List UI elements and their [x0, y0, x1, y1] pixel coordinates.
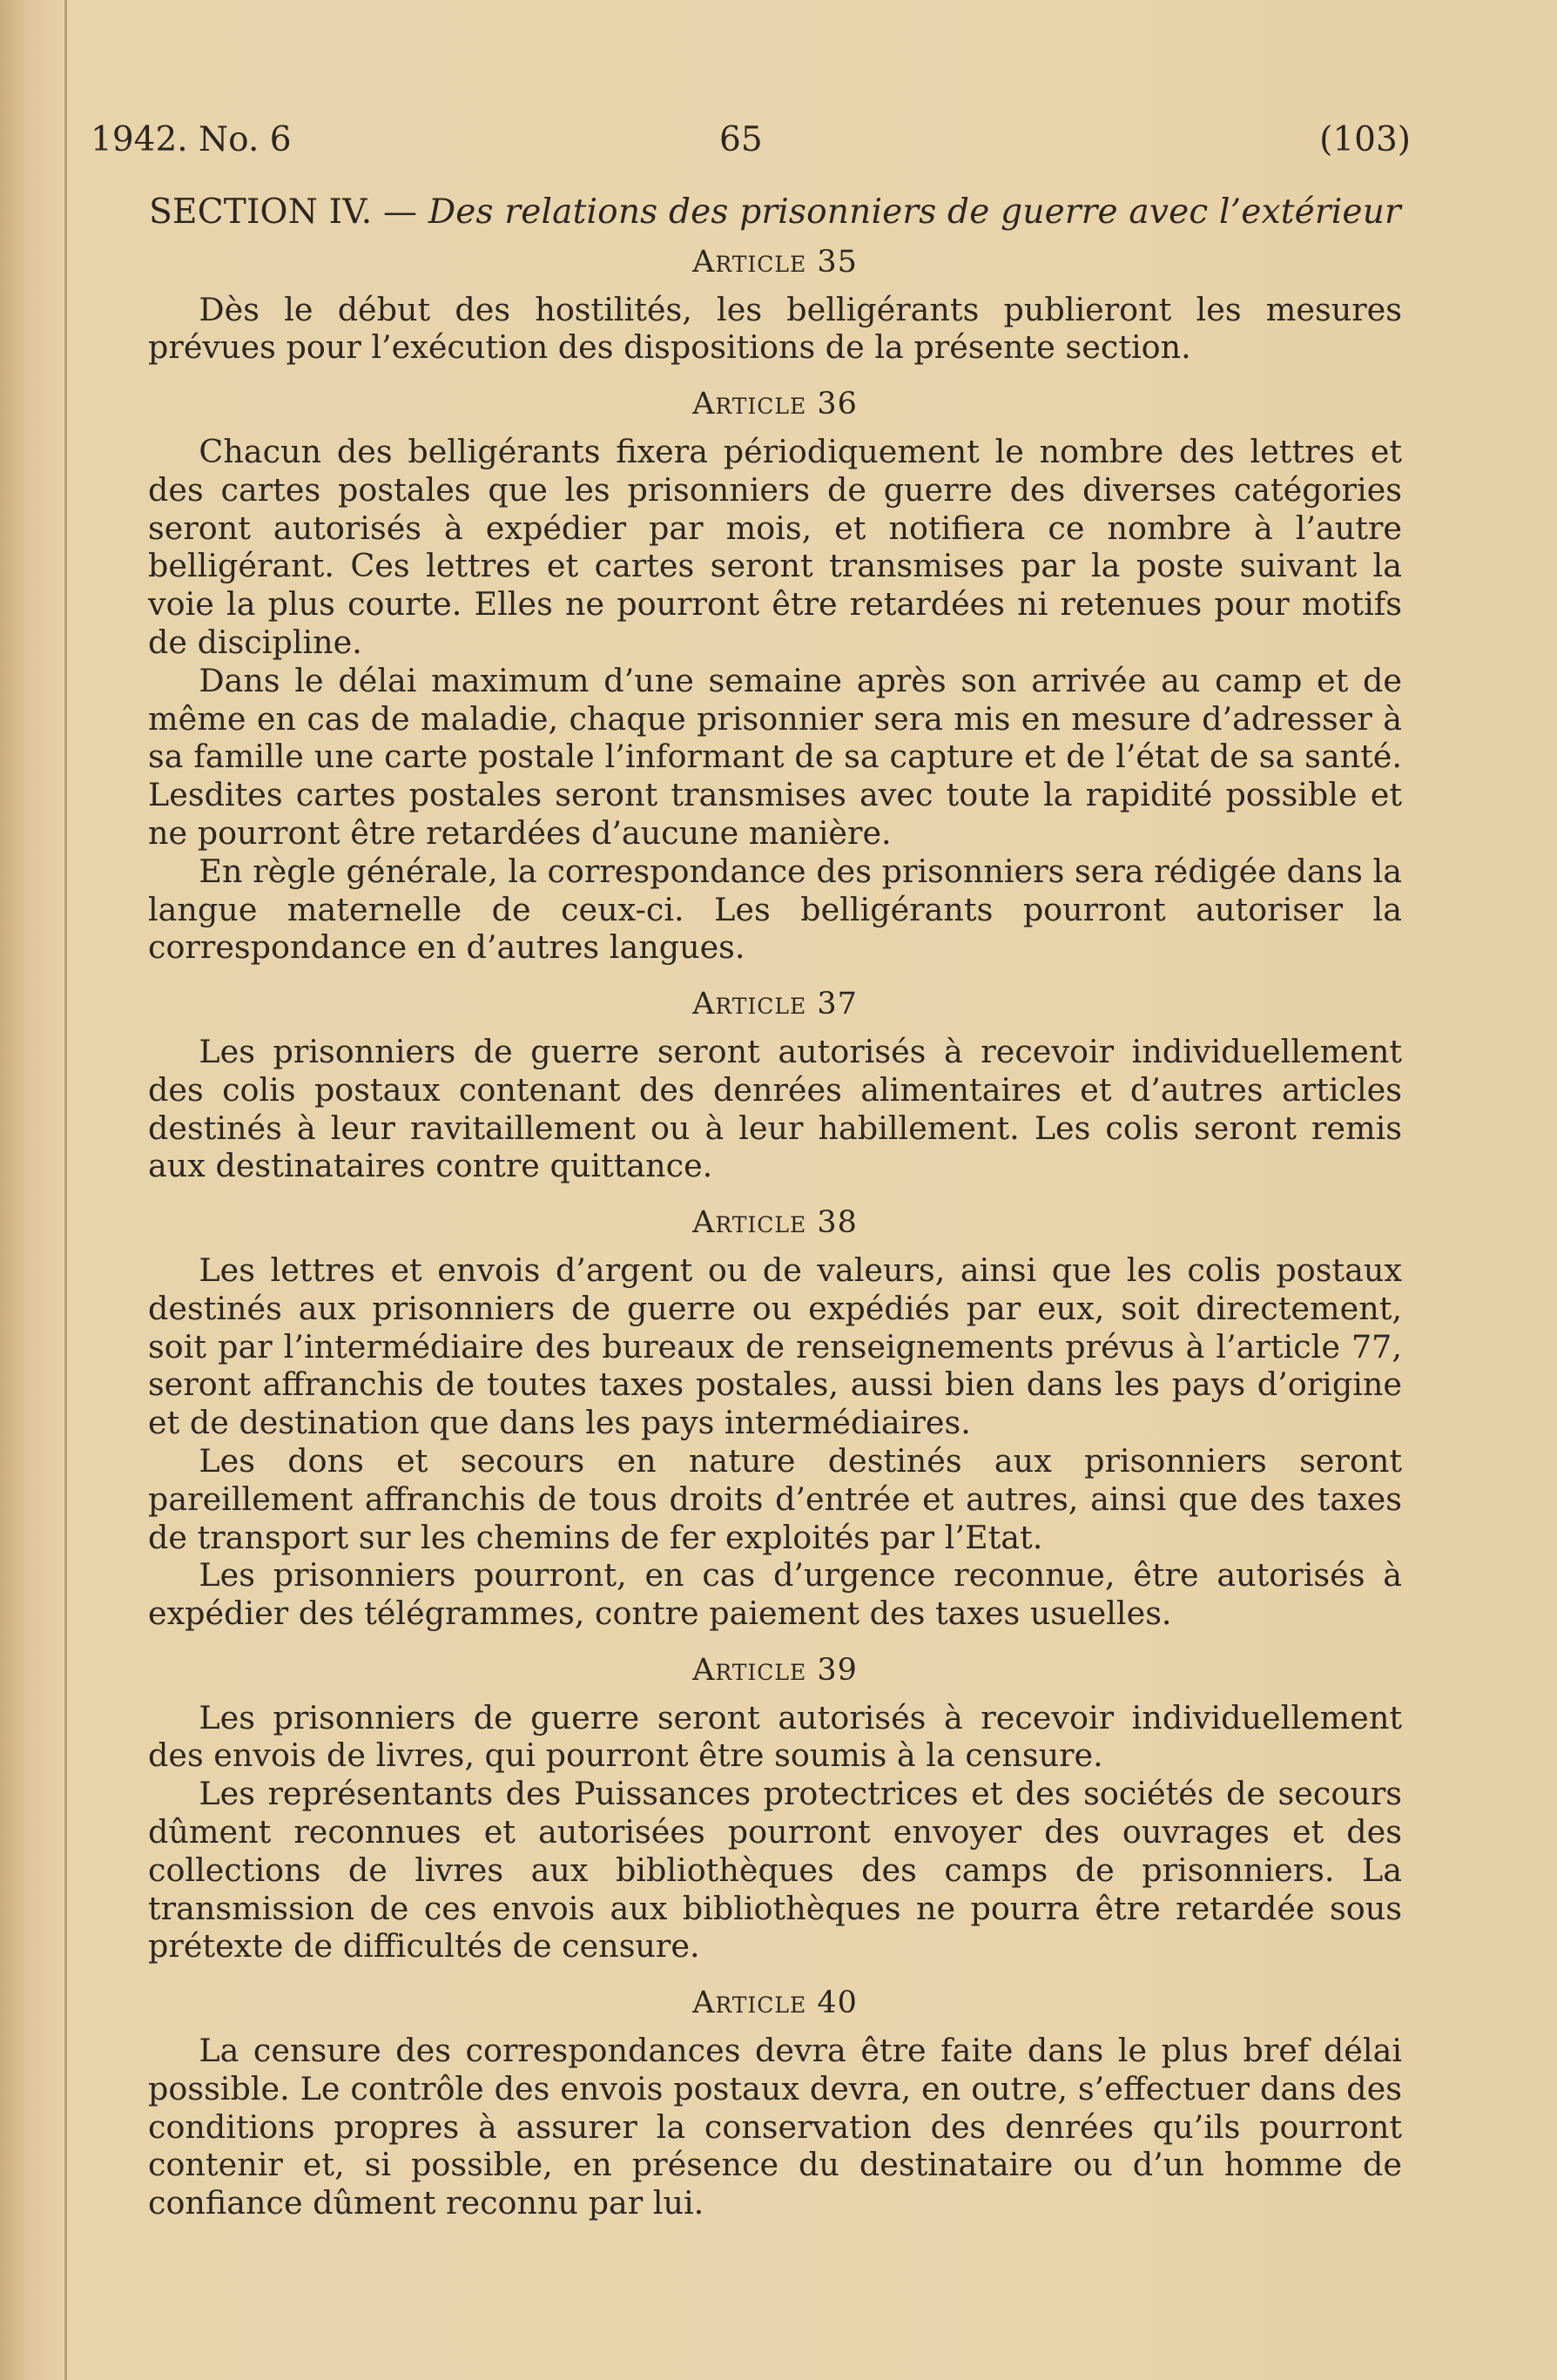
section-title: Des relations des prisonniers de guerre avec l’extérieur [428, 192, 1401, 232]
article-paragraph: Les représentants des Puissances protectrices et des sociétés de secours dûment reconnues et autorisées pourront envoyer des ouvrages et des collections de livres aux bibliothèques des camps de prisonniers. La transmission de ces envois aux bibliothèques ne pourra être retardée sous prétexte de difficultés de censure. [148, 1775, 1402, 1965]
article-heading: Article 36 [692, 387, 858, 422]
article-38 [148, 1204, 1402, 1633]
running-header [87, 120, 1411, 172]
article-paragraph: La censure des correspondances devra être faite dans le plus bref délai possible. Le contrôle des envois postaux devra, en outre, s’effectuer dans des conditions propres à assurer la conservation des denrées qu’ils pourront contenir et, si possible, en présence du destinataire ou d’un homme de confiance dûment reconnu par lui. [148, 2032, 1402, 2222]
header-year-number: 1942. No. 6 [91, 120, 292, 159]
article-40 [148, 1985, 1402, 2222]
page-gutter-line [64, 0, 67, 2380]
article-paragraph: Les prisonniers pourront, en cas d’urgence reconnue, être autorisés à expédier des télégrammes, contre paiement des taxes usuelles. [148, 1556, 1402, 1633]
article-paragraph: Les prisonniers de guerre seront autorisés à recevoir individuellement des envois de livres, qui pourront être soumis à la censure. [148, 1698, 1402, 1775]
section-heading [148, 193, 1402, 232]
section-label: SECTION IV. — [149, 192, 418, 232]
article-paragraph: Les prisonniers de guerre seront autorisés à recevoir individuellement des colis postaux contenant des denrées alimentaires et d’autres articles destinés à leur ravitaillement ou à leur habillement. Les colis seront remis aux destinataires contre quittance. [148, 1032, 1402, 1185]
article-heading: Article 38 [692, 1205, 858, 1241]
article-paragraph: Les lettres et envois d’argent ou de valeurs, ainsi que les colis postaux destinés aux prisonniers de guerre ou expédiés par eux, soit directement, soit par l’intermédiaire des bureaux de renseignements prévus à l’article 77, seront affranchis de toutes taxes postales, aussi bien dans les pays d’origine et de destination que dans les pays intermédiaires. [148, 1251, 1402, 1442]
header-page-number: 65 [719, 120, 763, 159]
article-paragraph: Chacun des belligérants fixera périodiquement le nombre des lettres et des cartes postales que les prisonniers de guerre des diverses catégories seront autorisés à expédier par mois, et notifiera ce nombre à l’autre belligérant. Ces lettres et cartes seront transmises par la poste suivant la voie la plus courte. Elles ne pourront être retardées ni retenues pour motifs de discipline. [148, 432, 1402, 661]
document-body [148, 193, 1402, 2222]
header-original-page: (103) [1319, 120, 1411, 159]
article-heading: Article 39 [692, 1652, 858, 1688]
article-heading: Article 40 [692, 1986, 858, 2021]
article-paragraph: Les dons et secours en nature destinés aux prisonniers seront pareillement affranchis de tous droits d’entrée et autres, ainsi que des taxes de transport sur les chemins de fer exploités par l’Etat. [148, 1441, 1402, 1556]
article-heading: Article 35 [692, 244, 858, 280]
article-37 [148, 986, 1402, 1185]
article-paragraph: En règle générale, la correspondance des prisonniers sera rédigée dans la langue maternelle de ceux-ci. Les belligérants pourront autoriser la correspondance en d’autres langues. [148, 852, 1402, 967]
article-35 [148, 244, 1402, 367]
article-39 [148, 1652, 1402, 1965]
article-paragraph: Dès le début des hostilités, les belligérants publieront les mesures prévues pour l’exécution des dispositions de la présente section. [148, 290, 1402, 367]
article-heading: Article 37 [692, 987, 858, 1022]
article-paragraph: Dans le délai maximum d’une semaine après son arrivée au camp et de même en cas de maladie, chaque prisonnier sera mis en mesure d’adresser à sa famille une carte postale l’informant de sa capture et de l’état de sa santé. Lesdites cartes postales seront transmises avec toute la rapidité possible et ne pourront être retardées d’aucune manière. [148, 661, 1402, 852]
article-36 [148, 386, 1402, 967]
